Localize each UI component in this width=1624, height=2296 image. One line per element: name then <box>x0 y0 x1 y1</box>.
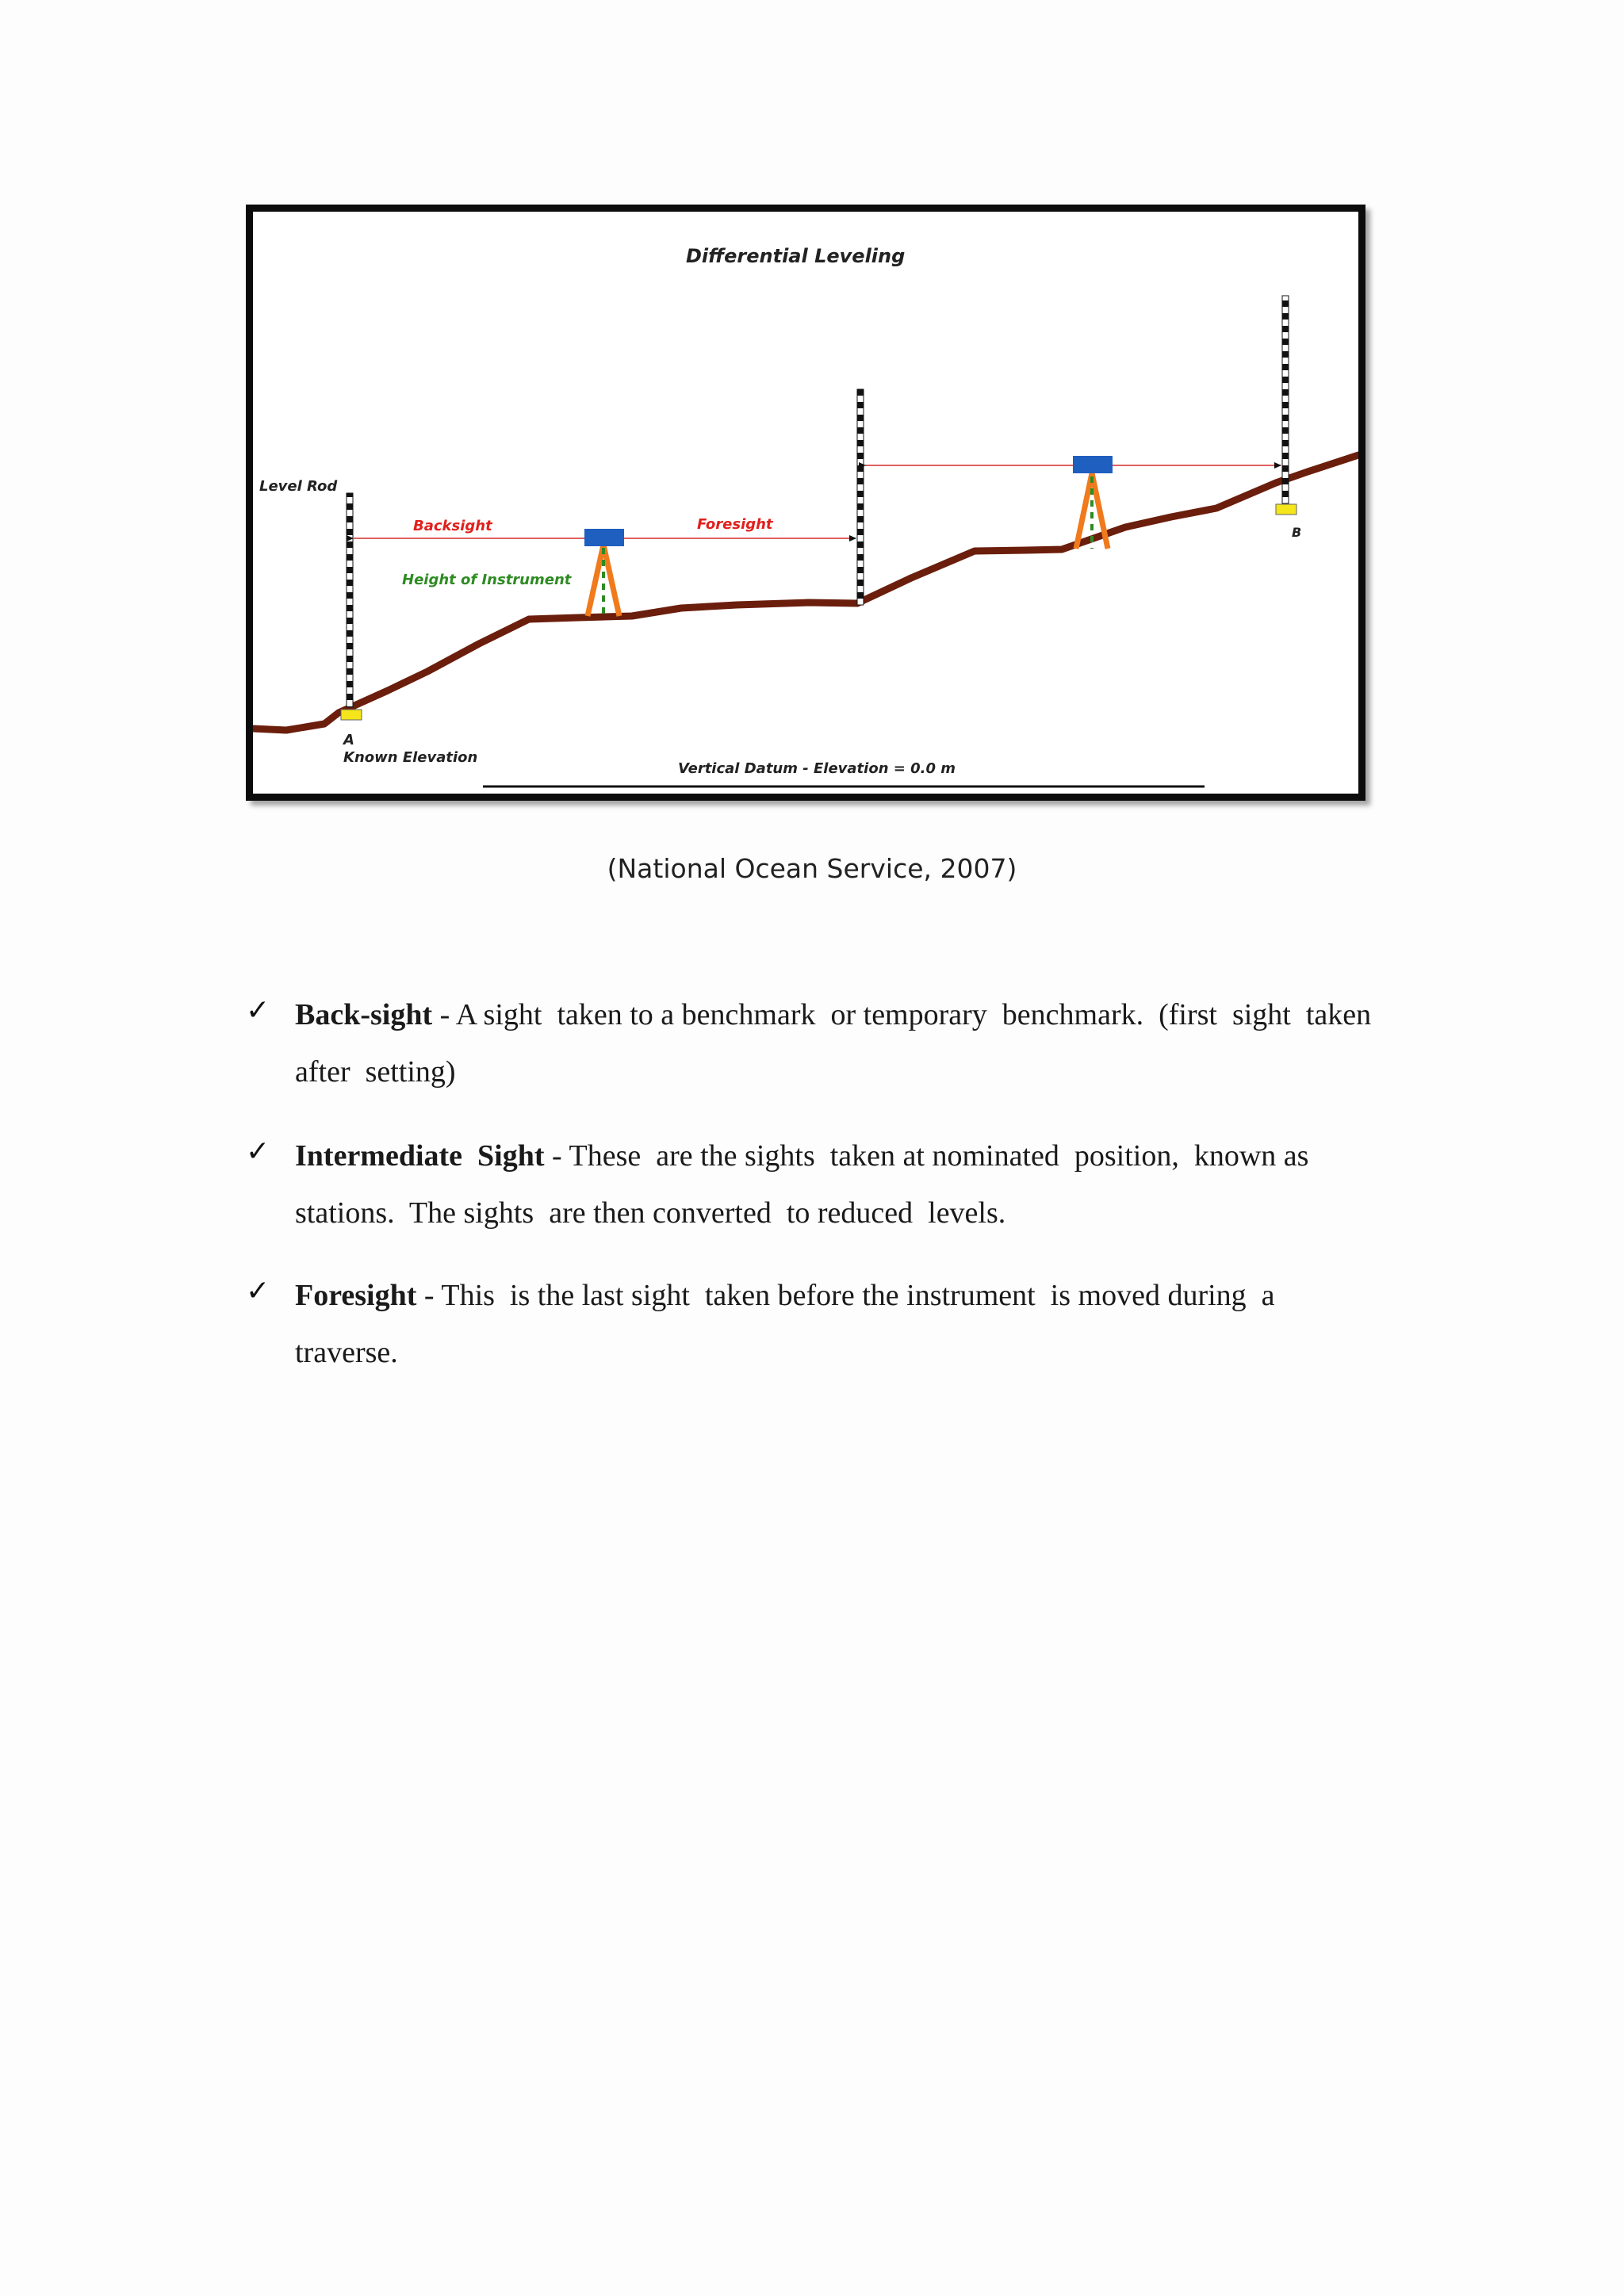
level-rod-label: Level Rod <box>259 478 338 495</box>
bullet-term: Intermediate Sight <box>295 1139 545 1173</box>
level-rod-b <box>1282 296 1289 503</box>
bullet-term: Back-sight <box>295 998 433 1031</box>
foresight-label: Foresight <box>697 516 773 533</box>
bullet-line: A sight taken to a benchmark or temporary benchmark. (first sight taken <box>455 998 1372 1031</box>
bullet-text: Intermediate Sight - These are the sights taken at nominated position, known as stations. The sights are then converted to reduced levels. <box>295 1127 1421 1242</box>
level-rod-a <box>347 493 353 707</box>
diagram-title: Differential Leveling <box>686 245 906 267</box>
point-a-label: A <box>343 732 354 748</box>
bullet-line: stations. The sights are then converted to reduced levels. <box>295 1196 1006 1230</box>
bullet-text: Foresight - This is the last sight taken before the instrument is moved during a traverse. <box>295 1267 1421 1381</box>
known-elevation-label: Known Elevation <box>343 749 478 766</box>
leveling-diagram <box>253 212 1358 794</box>
height-of-instrument-label: Height of Instrument <box>402 572 572 588</box>
bullet-line: These are the sights taken at nominated position, known as <box>569 1139 1309 1173</box>
level-rod-intermediate <box>857 389 864 605</box>
checkmark-icon: ✓ <box>246 1275 270 1307</box>
level-instrument-2 <box>1073 456 1113 549</box>
backsight-label: Backsight <box>413 518 492 534</box>
figure-caption: (National Ocean Service, 2007) <box>607 853 1017 884</box>
differential-leveling-figure <box>246 205 1365 801</box>
point-b-label: B <box>1292 525 1302 540</box>
benchmark-a <box>341 710 362 720</box>
level-instrument-1 <box>584 529 624 616</box>
benchmark-b <box>1276 504 1297 515</box>
bullet-line: after setting) <box>295 1055 456 1089</box>
checkmark-icon: ✓ <box>246 994 270 1027</box>
checkmark-icon: ✓ <box>246 1135 270 1168</box>
bullet-term: Foresight <box>295 1279 417 1312</box>
vertical-datum-label: Vertical Datum - Elevation = 0.0 m <box>678 760 956 777</box>
ground-profile <box>253 455 1358 730</box>
bullet-text: Back-sight - A sight taken to a benchmark or temporary benchmark. (first sight taken after setting) <box>295 986 1421 1100</box>
bullet-line: This is the last sight taken before the instrument is moved during a <box>441 1279 1275 1312</box>
bullet-line: traverse. <box>295 1336 398 1369</box>
